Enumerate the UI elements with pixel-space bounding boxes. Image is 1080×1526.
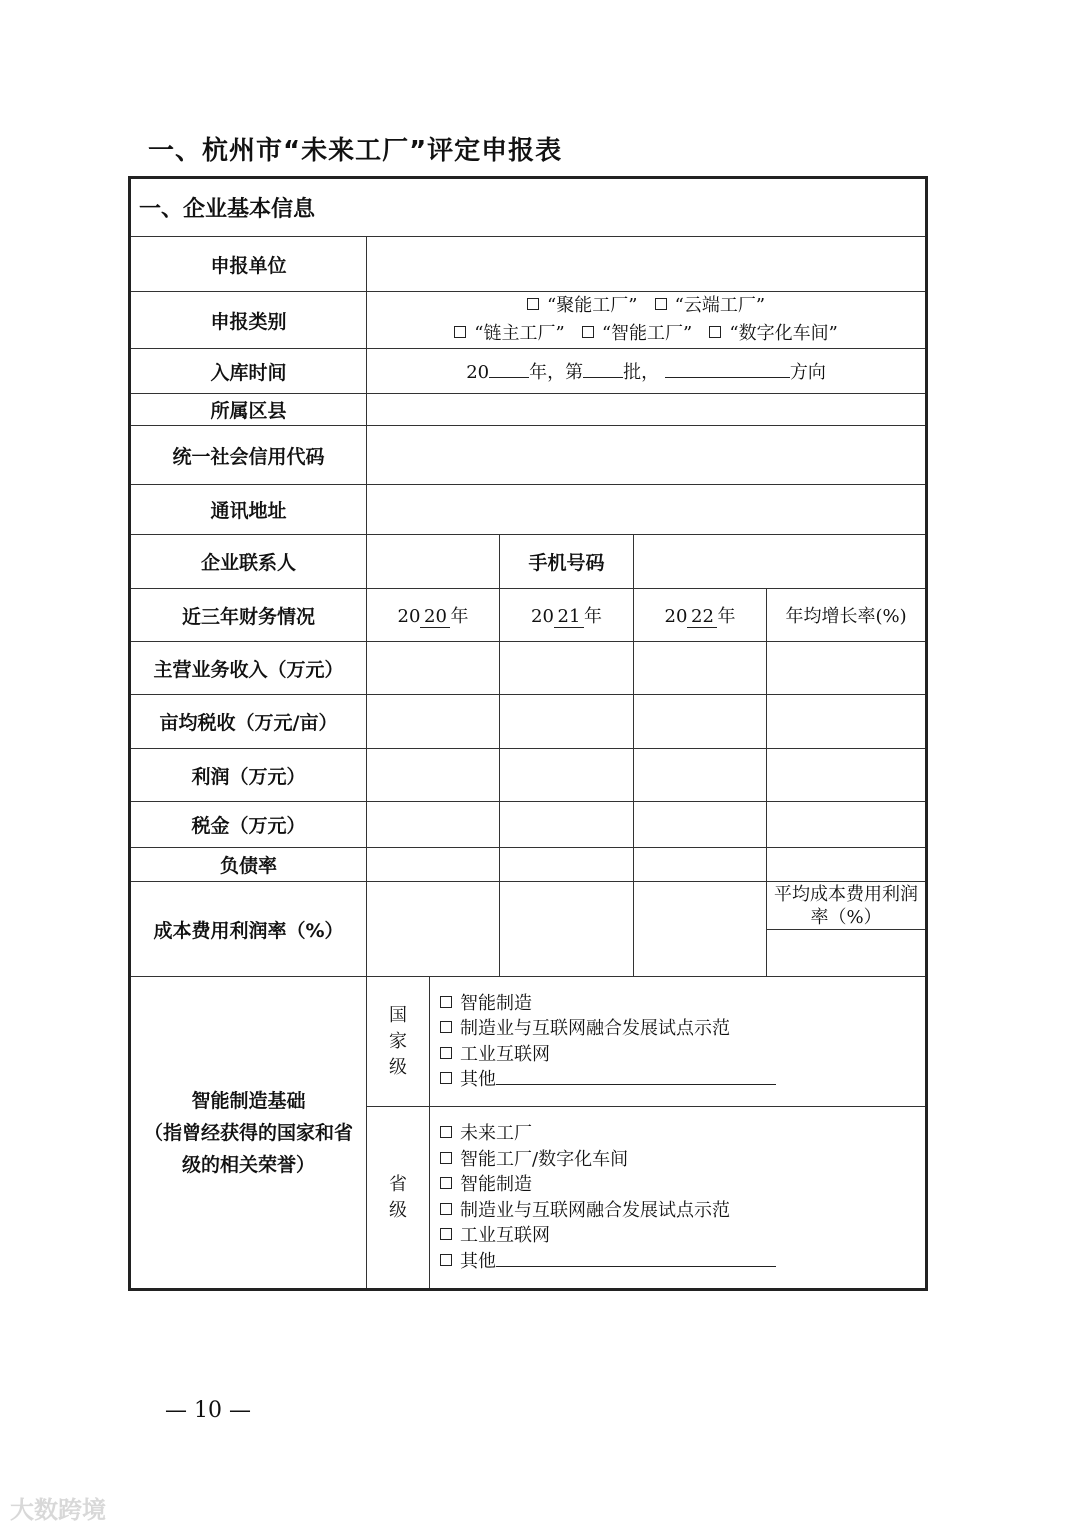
- field-unit[interactable]: [367, 237, 927, 292]
- checkbox[interactable]: [440, 996, 452, 1008]
- cell[interactable]: [500, 695, 634, 749]
- year-header-2: 20 21 年: [500, 589, 634, 642]
- cell[interactable]: [767, 848, 927, 882]
- cell[interactable]: [767, 749, 927, 802]
- label-unit: 申报单位: [130, 237, 367, 292]
- cell[interactable]: [634, 695, 767, 749]
- document-title: 一、杭州市“未来工厂”评定申报表: [148, 136, 563, 166]
- label-debt: 负债率: [130, 848, 367, 882]
- checkbox[interactable]: [527, 298, 539, 310]
- cell[interactable]: [367, 642, 500, 695]
- checkbox[interactable]: [440, 1126, 452, 1138]
- field-phone[interactable]: [634, 535, 927, 589]
- checkbox[interactable]: [440, 1228, 452, 1240]
- label-tax: 税金（万元）: [130, 802, 367, 848]
- label-revenue: 主营业务收入（万元）: [130, 642, 367, 695]
- direction-blank[interactable]: [665, 377, 790, 378]
- label-cost-profit: 成本费用利润率（%）: [130, 882, 367, 977]
- label-entry-time: 入库时间: [130, 349, 367, 394]
- cell[interactable]: [500, 802, 634, 848]
- national-level-label: 国家级: [367, 977, 430, 1107]
- cell[interactable]: [367, 802, 500, 848]
- field-entry-time: 20 年，第 批， 方向: [367, 349, 927, 394]
- label-district: 所属区县: [130, 394, 367, 426]
- checkbox[interactable]: [440, 1203, 452, 1215]
- national-options: 智能制造 制造业与互联网融合发展试点示范 工业互联网 其他: [430, 977, 927, 1107]
- avg-cost-profit-header: 平均成本费用利润率（%）: [767, 882, 927, 930]
- page-number: — 10 —: [165, 1398, 251, 1423]
- application-form-table: [128, 176, 928, 1291]
- cell[interactable]: [767, 802, 927, 848]
- cell[interactable]: [767, 642, 927, 695]
- provincial-level-label: 省级: [367, 1107, 430, 1290]
- checkbox[interactable]: [454, 326, 466, 338]
- field-credit-code[interactable]: [367, 426, 927, 485]
- label-profit: 利润（万元）: [130, 749, 367, 802]
- cell[interactable]: [634, 642, 767, 695]
- cell[interactable]: [367, 882, 500, 977]
- growth-header: 年均增长率(%): [767, 589, 927, 642]
- cell[interactable]: [500, 882, 634, 977]
- label-credit-code: 统一社会信用代码: [130, 426, 367, 485]
- field-contact[interactable]: [367, 535, 500, 589]
- checkbox[interactable]: [440, 1047, 452, 1059]
- other-blank[interactable]: [496, 1266, 776, 1267]
- label-category: 申报类别: [130, 292, 367, 349]
- label-smart-mfg: 智能制造基础 （指曾经获得的国家和省级的相关荣誉）: [130, 977, 367, 1290]
- label-address: 通讯地址: [130, 485, 367, 535]
- cell[interactable]: [634, 802, 767, 848]
- field-address[interactable]: [367, 485, 927, 535]
- cell[interactable]: [500, 642, 634, 695]
- cell[interactable]: [634, 848, 767, 882]
- cell[interactable]: [767, 695, 927, 749]
- checkbox[interactable]: [655, 298, 667, 310]
- batch-blank[interactable]: [583, 377, 623, 378]
- field-district[interactable]: [367, 394, 927, 426]
- other-blank[interactable]: [496, 1084, 776, 1085]
- cell[interactable]: [500, 848, 634, 882]
- cell[interactable]: [500, 749, 634, 802]
- year-header-1: 20 20 年: [367, 589, 500, 642]
- year-blank[interactable]: [489, 377, 529, 378]
- checkbox[interactable]: [582, 326, 594, 338]
- field-category: “聚能工厂” “云端工厂” “链主工厂” “智能工厂” “数字化车间”: [367, 292, 927, 349]
- checkbox[interactable]: [440, 1072, 452, 1084]
- year-header-3: 20 22 年: [634, 589, 767, 642]
- checkbox[interactable]: [440, 1152, 452, 1164]
- checkbox[interactable]: [440, 1254, 452, 1266]
- label-finance: 近三年财务情况: [130, 589, 367, 642]
- label-phone: 手机号码: [500, 535, 634, 589]
- checkbox[interactable]: [440, 1177, 452, 1189]
- provincial-options: 未来工厂 智能工厂/数字化车间 智能制造 制造业与互联网融合发展试点示范 工业互联网 其他: [430, 1107, 927, 1290]
- cell[interactable]: [367, 848, 500, 882]
- watermark-logo: 大数跨境: [10, 1496, 106, 1524]
- checkbox[interactable]: [709, 326, 721, 338]
- cell[interactable]: [367, 695, 500, 749]
- cell[interactable]: [767, 930, 927, 977]
- section-heading: 一、企业基本信息: [130, 178, 927, 237]
- label-tax-per-mu: 亩均税收（万元/亩）: [130, 695, 367, 749]
- label-contact: 企业联系人: [130, 535, 367, 589]
- cell[interactable]: [367, 749, 500, 802]
- cell[interactable]: [634, 882, 767, 977]
- checkbox[interactable]: [440, 1021, 452, 1033]
- cell[interactable]: [634, 749, 767, 802]
